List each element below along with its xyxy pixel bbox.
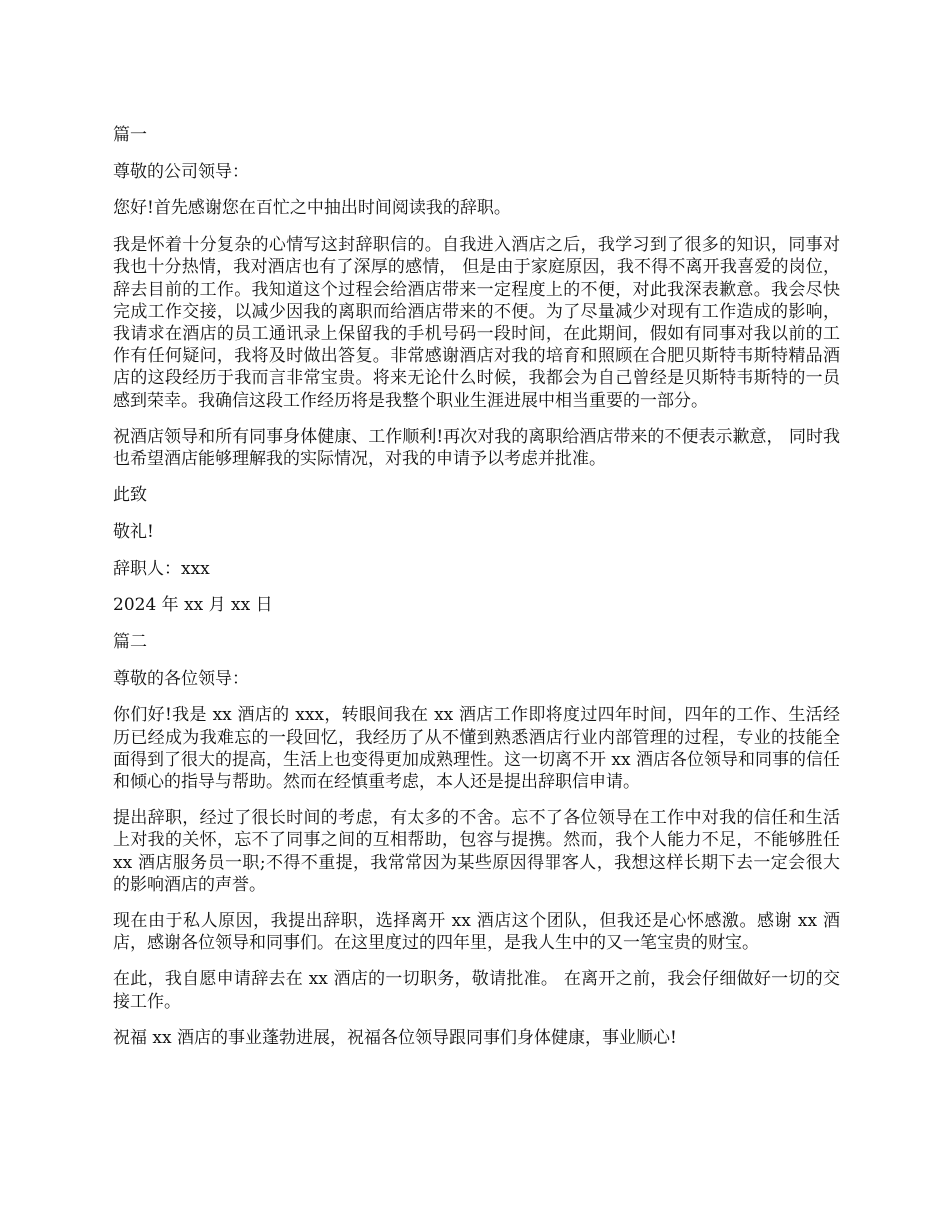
closing-phrase: 此致: [113, 485, 147, 506]
body-paragraph-2: 你们好!我是 xx 酒店的 xxx，转眼间我在 xx 酒店工作即将度过四年时间，四年的工作、生活经历已经成为我难忘的一段回忆，我经历了从不懂到熟悉酒店行业内部管理的过程，专业的技能全面得到了很大的提高，生活上也变得更加成熟理性。这一切离不开 xx 酒店各位领导和同事的信任和倾心的指导与帮助。然而在经慎重考虑，本人还是提出辞职信申请。: [113, 705, 840, 792]
document-body: [113, 124, 840, 1063]
closing-wishes-2: 祝福 xx 酒店的事业蓬勃进展，祝福各位领导跟同事们身体健康，事业顺心!: [113, 1027, 677, 1048]
section-heading-2: 篇二: [113, 631, 147, 652]
date-line: 2024 年 xx 月 xx 日: [113, 595, 273, 616]
body-paragraph-3: 提出辞职，经过了很长时间的考虑，有太多的不舍。忘不了各位领导在工作中对我的信任和生活上对我的关怀，忘不了同事之间的互相帮助，包容与提携。然而，我个人能力不足，不能够胜任 xx 酒店服务员一职;不得不重提，我常常因为某些原因得罪客人，我想这样长期下去一定会很大的影响酒店的声誉。: [113, 808, 840, 895]
body-paragraph-1: 我是怀着十分复杂的心情写这封辞职信的。自我进入酒店之后，我学习到了很多的知识，同事对我也十分热情，我对酒店也有了深厚的感情， 但是由于家庭原因，我不得不离开我喜爱的岗位，辞去目前的工作。我知道这个过程会给酒店带来一定程度上的不便，对此我深表歉意。我会尽快完成工作交接，以减少因我的离职而给酒店带来的不便。为了尽量减少对现有工作造成的影响，我请求在酒店的员工通讯录上保留我的手机号码一段时间，在此期间，假如有同事对我以前的工作有任何疑问，我将及时做出答复。非常感谢酒店对我的培育和照顾在合肥贝斯特韦斯特精品酒店的这段经历于我而言非常宝贵。将来无论什么时候，我都会为自己曾经是贝斯特韦斯特的一员感到荣幸。我确信这段工作经历将是我整个职业生涯进展中相当重要的一部分。: [113, 235, 840, 411]
signature-line: 辞职人：xxx: [113, 558, 210, 579]
closing-salute: 敬礼!: [113, 521, 154, 542]
salutation-1: 尊敬的公司领导：: [113, 161, 249, 182]
body-paragraph-4: 现在由于私人原因，我提出辞职，选择离开 xx 酒店这个团队，但我还是心怀感激。感谢 xx 酒店，感谢各位领导和同事们。在这里度过的四年里，是我人生中的又一笔宝贵的财宝。: [113, 910, 840, 954]
closing-wishes-1: 祝酒店领导和所有同事身体健康、工作顺利!再次对我的离职给酒店带来的不便表示歉意， 同时我也希望酒店能够理解我的实际情况，对我的申请予以考虑并批准。: [113, 426, 840, 469]
body-paragraph-5: 在此，我自愿申请辞去在 xx 酒店的一切职务，敬请批准。 在离开之前，我会仔细做好一切的交接工作。: [113, 969, 840, 1012]
greeting-paragraph-1: 您好!首先感谢您在百忙之中抽出时间阅读我的辞职。: [113, 198, 511, 219]
section-heading-1: 篇一: [113, 125, 147, 145]
salutation-2: 尊敬的各位领导：: [113, 668, 249, 689]
